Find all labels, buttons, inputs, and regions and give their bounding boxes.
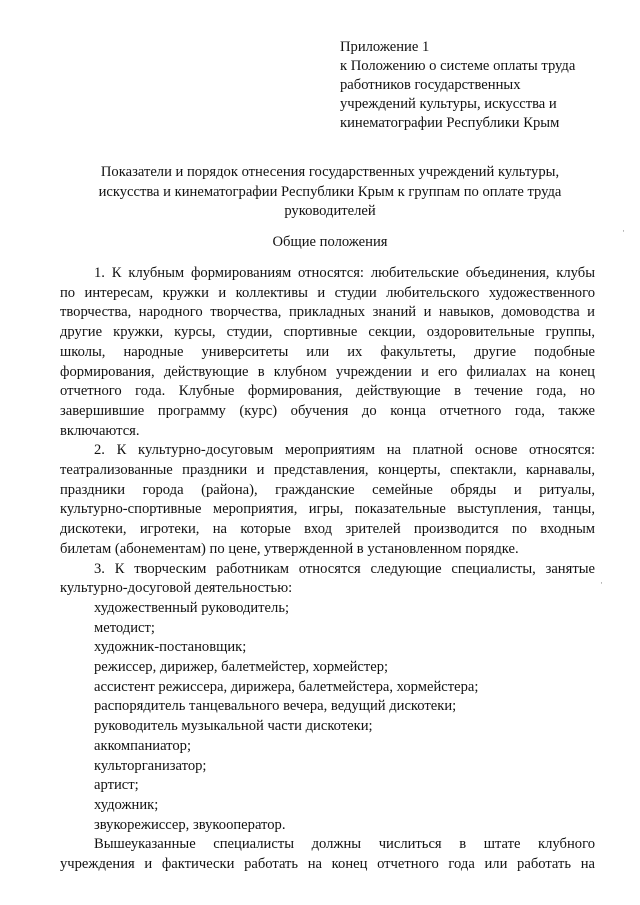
appendix-line: к Положению о системе оплаты труда xyxy=(340,58,576,74)
scan-speck: · xyxy=(622,226,625,236)
paragraph-line: отчетного года. Клубные формирования, действующие в течение года, но xyxy=(60,383,595,400)
paragraph-line: дискотеки, игротеки, на которые вход зрителей производится по входным xyxy=(60,521,595,538)
paragraph-line: по интересам, кружки и коллективы и студии любительского художественного xyxy=(60,284,595,301)
paragraph-line: формирования, действующие в клубном учреждении и его филиалах на конец xyxy=(60,363,595,380)
list-item: звукорежиссер, звукооператор. xyxy=(94,816,286,833)
appendix-line: учреждений культуры, искусства и xyxy=(340,96,557,112)
paragraph-line: 2. К культурно-досуговым мероприятиям на платной основе относятся: xyxy=(94,442,595,459)
list-item: художественный руководитель; xyxy=(94,599,290,616)
paragraph-line: 3. К творческим работникам относятся следующие специалисты, занятые xyxy=(94,560,595,577)
section-heading: Общие положения xyxy=(272,234,388,250)
paragraph-line: Вышеуказанные специалисты должны числиться в штате клубного xyxy=(94,836,595,853)
paragraph-line: завершившие программу (курс) обучения до конца отчетного года, также xyxy=(60,402,595,419)
title-line: Показатели и порядок отнесения государственных учреждений культуры, xyxy=(100,164,560,180)
list-item: художник; xyxy=(94,796,159,813)
appendix-header xyxy=(340,38,620,133)
paragraph-line: 1. К клубным формированиям относятся: любительские объединения, клубы xyxy=(94,265,595,281)
appendix-line: Приложение 1 xyxy=(340,39,430,55)
list-item: распорядитель танцевального вечера, ведущий дискотеки; xyxy=(94,698,457,715)
list-item: ассистент режиссера, дирижера, балетмейстера, хормейстера; xyxy=(94,678,479,695)
paragraph-line: школы, народные университеты или их факультеты, другие подобные xyxy=(60,343,595,360)
document-body xyxy=(60,264,595,875)
list-item: художник-постановщик; xyxy=(94,639,247,656)
paragraph-line: культурно-досуговой деятельностью: xyxy=(60,580,293,597)
paragraph-line: творчества, народного творчества, прикладных знаний и навыков, домоводства и xyxy=(60,304,595,321)
paragraph-line: культурно-спортивные мероприятия, игры, показательные выступления, танцы, xyxy=(60,501,595,518)
list-item: артист; xyxy=(94,777,139,794)
scan-speck: · xyxy=(600,578,603,588)
appendix-line: кинематографии Республики Крым xyxy=(340,115,560,131)
title-line: руководителей xyxy=(284,203,376,219)
list-item: культорганизатор; xyxy=(94,757,207,774)
list-item: методист; xyxy=(94,619,155,636)
paragraph-line: включаются. xyxy=(60,422,140,439)
list-item: режиссер, дирижер, балетмейстер, хормейстер; xyxy=(94,659,389,676)
paragraph-line: билетам (абонементам) по цене, утвержденной в установленном порядке. xyxy=(60,540,519,557)
list-item: руководитель музыкальной части дискотеки; xyxy=(94,718,373,735)
paragraph-line: праздники города (района), гражданские семейные обряды и ритуалы, xyxy=(60,481,595,498)
document-title xyxy=(60,163,600,222)
paragraph-line: другие кружки, курсы, студии, спортивные секции, оздоровительные группы, xyxy=(60,324,595,341)
paragraph-line: театрализованные праздники и представления, концерты, спектакли, карнавалы, xyxy=(60,462,595,479)
list-item: аккомпаниатор; xyxy=(94,737,192,754)
paragraph-line: учреждения и фактически работать на конец отчетного года или работать на xyxy=(60,856,595,873)
title-line: искусства и кинематографии Республики Крым к группам по оплате труда xyxy=(98,183,562,200)
appendix-line: работников государственных xyxy=(340,77,521,93)
